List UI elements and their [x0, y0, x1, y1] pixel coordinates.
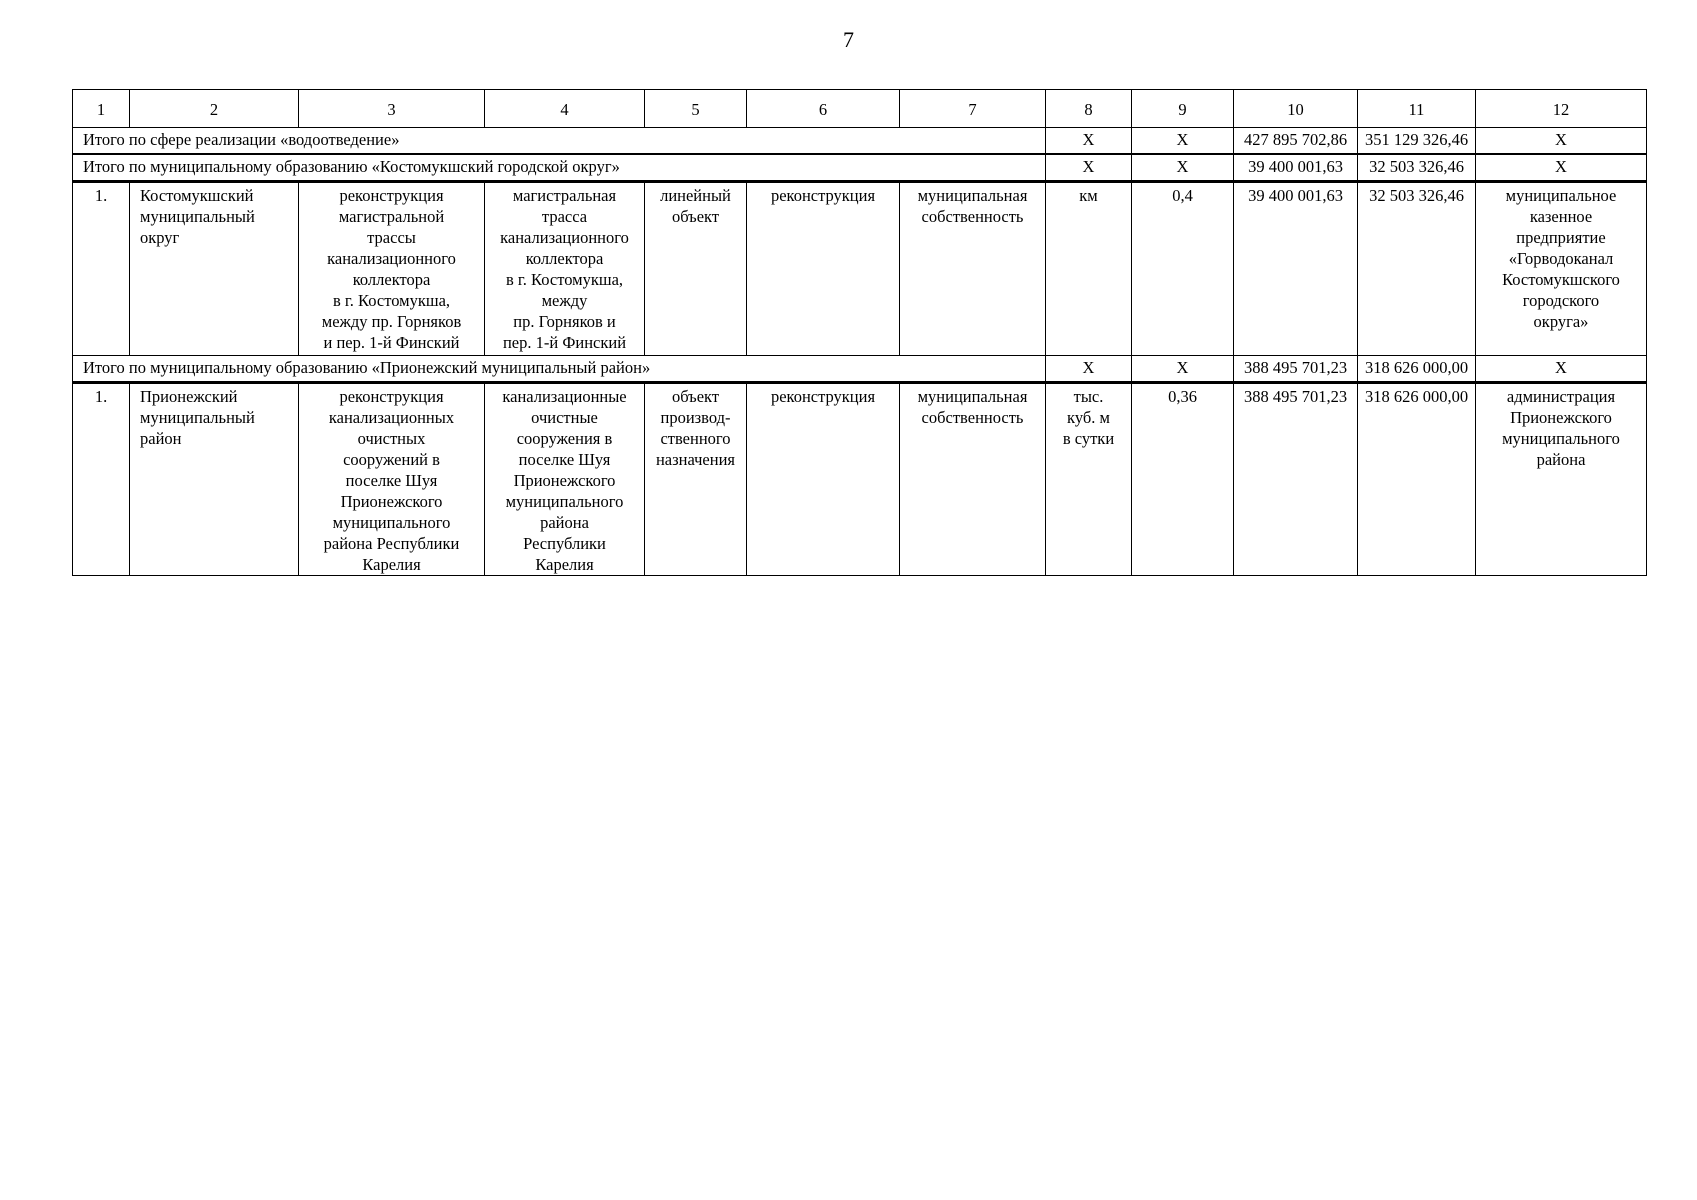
column-number-row: [73, 90, 1647, 128]
column-number-cell: 7: [900, 90, 1046, 128]
text-line: поселке Шуя: [518, 450, 611, 469]
text-line: очистные: [531, 408, 598, 427]
recipient-cell: [1476, 182, 1647, 356]
text-line: Карелия: [535, 555, 594, 574]
text-line: канализационного: [327, 249, 456, 268]
text-line: городского: [1522, 291, 1600, 310]
text-line: муниципального: [332, 513, 451, 532]
text-line: предприятие: [1516, 228, 1606, 247]
text-line: Прионежского: [1510, 408, 1612, 427]
total-col12: Х: [1476, 356, 1647, 383]
text-line: Костомукшский: [140, 186, 254, 205]
total-col10: 388 495 701,23: [1234, 356, 1358, 383]
text-line: муниципального: [1502, 429, 1620, 448]
text-line: Прионежский: [140, 387, 238, 406]
total-col11: 318 626 000,00: [1358, 356, 1476, 383]
text-line: между пр. Горняков: [321, 312, 462, 331]
column-number-cell: 6: [747, 90, 900, 128]
text-line: «Горводоканал: [1508, 249, 1614, 268]
total-label: Итого по муниципальному образованию «Прионежский муниципальный район»: [73, 356, 1046, 383]
activity-cell: [299, 383, 485, 576]
text-line: администрация: [1506, 387, 1616, 406]
text-line: реконструкция: [770, 387, 876, 406]
municipality-cell: [130, 182, 299, 356]
text-line: магистральной: [338, 207, 445, 226]
municipality-cell: [130, 383, 299, 576]
text-line: в г. Костомукша,: [505, 270, 624, 289]
text-line: реконструкция: [339, 387, 444, 406]
object-cell: [485, 383, 645, 576]
text-line: реконструкция: [770, 186, 876, 205]
text-line: линейный: [660, 186, 731, 205]
total-label: Итого по муниципальному образованию «Костомукшский городской округ»: [73, 154, 1046, 182]
total-col12: Х: [1476, 128, 1647, 155]
activity-cell: [299, 182, 485, 356]
total-col8: Х: [1046, 154, 1132, 182]
column-number-cell: 1: [73, 90, 130, 128]
column-number-cell: 2: [130, 90, 299, 128]
text-line: канализационного: [500, 228, 629, 247]
capacity-cell: 0,36: [1132, 383, 1234, 576]
row-number: 1.: [73, 182, 130, 356]
text-line: Прионежского: [340, 492, 443, 511]
text-line: муниципальный: [140, 207, 255, 226]
column-number-cell: 11: [1358, 90, 1476, 128]
object-cell: [485, 182, 645, 356]
cost-budget-cell: 32 503 326,46: [1358, 182, 1476, 356]
text-line: между: [541, 291, 588, 310]
text-line: округ: [140, 228, 180, 247]
table-row: [73, 182, 1647, 356]
column-number-cell: 10: [1234, 90, 1358, 128]
total-label: Итого по сфере реализации «водоотведение»: [73, 128, 1046, 155]
text-line: муниципальная: [917, 186, 1028, 205]
total-col8: Х: [1046, 356, 1132, 383]
text-line: района: [540, 513, 589, 532]
total-col8: Х: [1046, 128, 1132, 155]
object-type-cell: [645, 383, 747, 576]
text-line: собственность: [921, 408, 1024, 427]
cost-budget-cell: 318 626 000,00: [1358, 383, 1476, 576]
table-row: [73, 383, 1647, 576]
text-line: округа»: [1533, 312, 1589, 331]
text-line: трассы: [367, 228, 416, 247]
total-row-prionezhsky: [73, 356, 1647, 383]
column-number-cell: 4: [485, 90, 645, 128]
text-line: объект: [671, 207, 720, 226]
investment-table: [72, 89, 1647, 576]
text-line: тыс.: [1073, 387, 1104, 406]
text-line: коллектора: [352, 270, 431, 289]
column-number-cell: 9: [1132, 90, 1234, 128]
text-line: поселке Шуя: [345, 471, 438, 490]
unit-cell: [1046, 383, 1132, 576]
cost-total-cell: 39 400 001,63: [1234, 182, 1358, 356]
text-line: назначения: [655, 450, 736, 469]
text-line: Прионежского: [513, 471, 616, 490]
text-line: сооружений в: [343, 450, 440, 469]
text-line: района: [1536, 450, 1586, 469]
text-line: Карелия: [362, 555, 421, 574]
text-line: коллектора: [525, 249, 604, 268]
ownership-cell: [900, 182, 1046, 356]
total-col11: 32 503 326,46: [1358, 154, 1476, 182]
unit-cell: [1046, 182, 1132, 356]
text-line: муниципальное: [1505, 186, 1617, 205]
total-col12: Х: [1476, 154, 1647, 182]
text-line: км: [1079, 186, 1098, 205]
text-line: канализационных: [328, 408, 455, 427]
total-row-sphere: [73, 128, 1647, 155]
work-type-cell: [747, 383, 900, 576]
column-number-cell: 8: [1046, 90, 1132, 128]
text-line: в сутки: [1062, 429, 1115, 448]
text-line: ственного: [660, 429, 731, 448]
total-col9: Х: [1132, 356, 1234, 383]
text-line: трасса: [541, 207, 588, 226]
total-row-kostomuksha: [73, 154, 1647, 182]
ownership-cell: [900, 383, 1046, 576]
text-line: реконструкция: [339, 186, 444, 205]
text-line: казенное: [1529, 207, 1593, 226]
text-line: собственность: [921, 207, 1024, 226]
work-type-cell: [747, 182, 900, 356]
total-col11: 351 129 326,46: [1358, 128, 1476, 155]
page-number: 7: [843, 27, 854, 52]
text-line: объект: [671, 387, 720, 406]
object-type-cell: [645, 182, 747, 356]
text-line: район: [140, 429, 182, 448]
total-col9: Х: [1132, 128, 1234, 155]
column-number-cell: 3: [299, 90, 485, 128]
total-col10: 39 400 001,63: [1234, 154, 1358, 182]
text-line: пр. Горняков и: [513, 312, 616, 331]
column-number-cell: 12: [1476, 90, 1647, 128]
text-line: Республики: [523, 534, 606, 553]
column-number-cell: 5: [645, 90, 747, 128]
row-number: 1.: [73, 383, 130, 576]
text-line: очистных: [357, 429, 426, 448]
text-line: пер. 1-й Финский: [502, 333, 627, 352]
text-line: района Республики: [323, 534, 460, 553]
text-line: и пер. 1-й Финский: [323, 333, 460, 352]
text-line: канализационные: [502, 387, 627, 406]
text-line: куб. м: [1067, 408, 1110, 427]
text-line: сооружения в: [516, 429, 613, 448]
text-line: муниципальная: [917, 387, 1028, 406]
text-line: магистральная: [512, 186, 617, 205]
text-line: в г. Костомукша,: [332, 291, 451, 310]
text-line: производ-: [660, 408, 731, 427]
total-col9: Х: [1132, 154, 1234, 182]
recipient-cell: [1476, 383, 1647, 576]
text-line: Костомукшского: [1502, 270, 1620, 289]
text-line: муниципального: [505, 492, 624, 511]
capacity-cell: 0,4: [1132, 182, 1234, 356]
total-col10: 427 895 702,86: [1234, 128, 1358, 155]
text-line: муниципальный: [140, 408, 255, 427]
cost-total-cell: 388 495 701,23: [1234, 383, 1358, 576]
